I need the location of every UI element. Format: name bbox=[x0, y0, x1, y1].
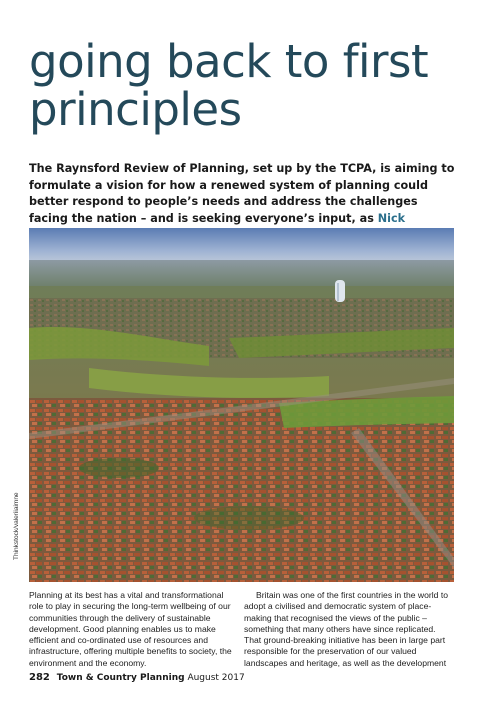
author-name: Nick bbox=[377, 211, 406, 225]
issue-date: August 2017 bbox=[187, 673, 245, 683]
standfirst-text: The Raynsford Review of Planning, set up by the TCPA, is aiming to formulate a vision for how a renewed system of planning could better respond to people’s needs and address the challenges facing the nation – and is seeking everyone’s input, as bbox=[29, 162, 455, 225]
page-footer bbox=[29, 672, 245, 683]
page-number: 282 bbox=[29, 672, 50, 683]
photo-credit: Thinkstock/valeriiaimne bbox=[13, 492, 20, 560]
body-column-1: Planning at its best has a vital and transformational role to play in securing the long-term wellbeing of our communities through the delivery of sustainable development. Good planning enables us to make efficient and co-ordinated use of resources and infrastructure, offering multiple benefits to society, the environment and the economy. bbox=[29, 590, 232, 668]
article-title: going back to first principles bbox=[29, 35, 429, 136]
aerial-suburb-photo bbox=[29, 228, 454, 582]
magazine-name: Town & Country Planning bbox=[56, 673, 185, 683]
body-column-2: Britain was one of the first countries in the world to adopt a civilised and democratic system of place-making that recognised the views of the public – something that many others have since replicated. That ground-breaking initiative has been in large part responsible for the preservation of our valued landscapes and heritage, as well as the development bbox=[244, 590, 449, 668]
